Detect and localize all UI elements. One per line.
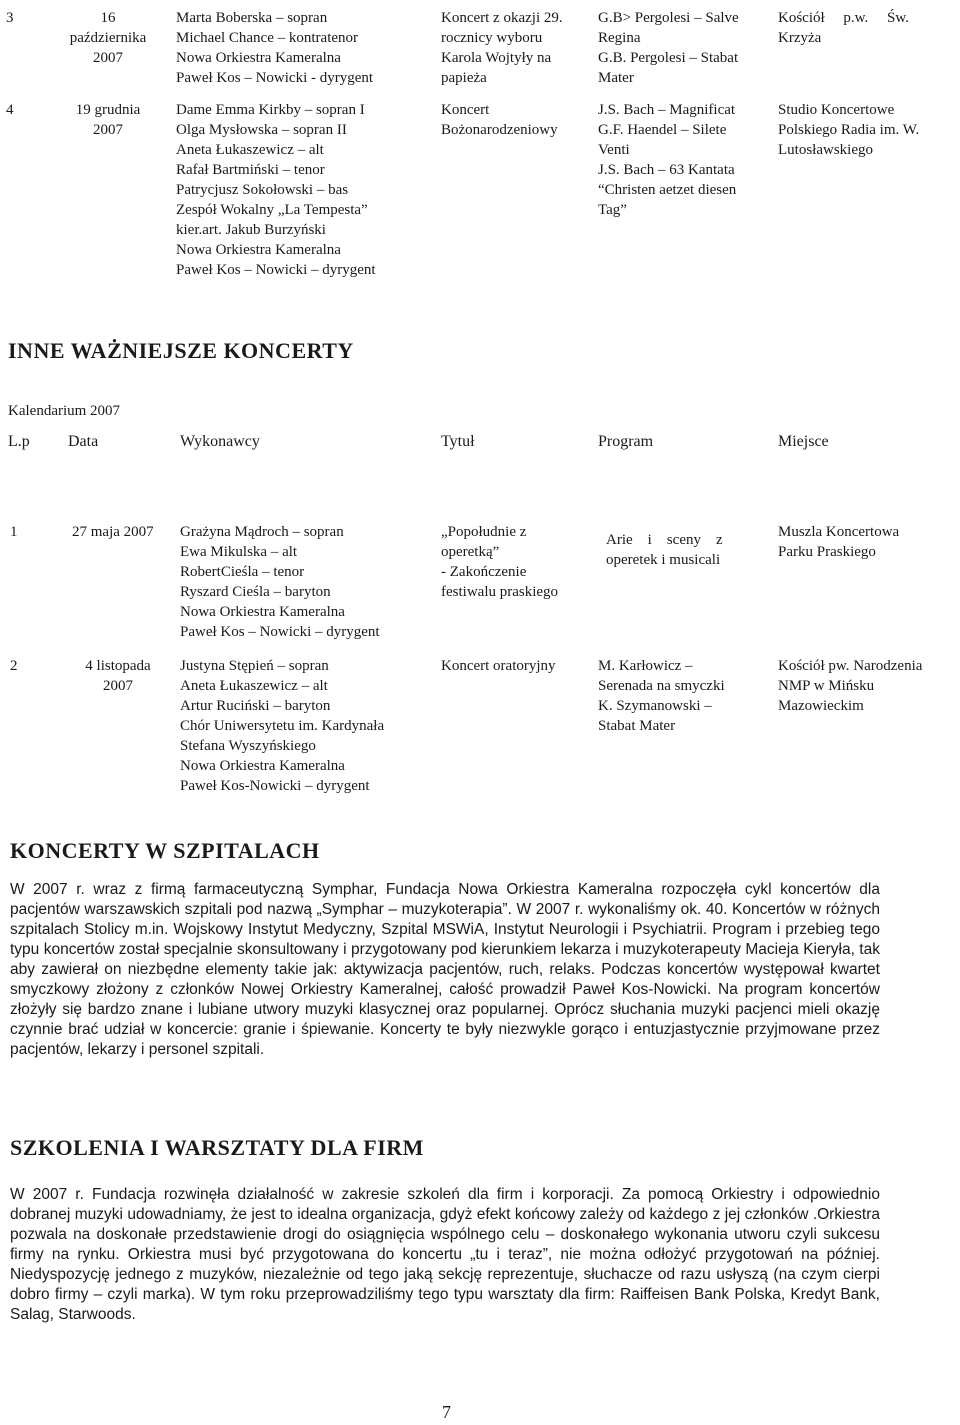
concert-title: Koncert Bożonarodzeniowy: [441, 102, 558, 138]
concert-venue: Studio Koncertowe Polskiego Radia im. W. Lutosławskiego: [778, 102, 920, 158]
header-venue: Miejsce: [778, 433, 829, 450]
header-date: Data: [68, 433, 99, 450]
concert-performers: Justyna Stępień – sopran Aneta Łukaszewicz – alt Artur Ruciński – baryton Chór Uniwersytetu im. Kardynała Stefana Wyszyńskiego Nowa Orkiestra Kameralna Paweł Kos-Nowicki – dyrygent: [180, 658, 385, 794]
concert-title: „Popołudnie z operetką” - Zakończenie festiwalu praskiego: [441, 524, 559, 600]
concert-performers: Dame Emma Kirkby – sopran I Olga Mysłowska – sopran II Aneta Łukaszewicz – alt Rafał Bartmiński – tenor Patrycjusz Sokołowski – bas Zespół Wokalny „La Tempesta” kier.art. Jakub Burzyński Nowa Orkiestra Kameralna Paweł Kos – Nowicki – dyrygent: [176, 102, 376, 278]
page-number: 7: [442, 1402, 451, 1422]
header-title: Tytuł: [441, 433, 475, 450]
concert-venue: Muszla Koncertowa Parku Praskiego: [778, 524, 900, 560]
header-program: Program: [598, 433, 654, 450]
concert-program: G.B> Pergolesi – Salve Regina G.B. Pergolesi – Stabat Mater: [598, 10, 739, 86]
row-number: 1: [10, 524, 18, 540]
section-paragraph: W 2007 r. wraz z firmą farmaceutyczną Symphar, Fundacja Nowa Orkiestra Kameralna rozpoczęła cykl koncertów dla pacjentów warszawskich szpitali pod nazwą „Symphar – muzykoterapia”. W 2007 r. wykonaliśmy ok. 40. Koncertów w różnych szpitalach Stolicy m.in. Wojskowy Instytut Medyczny, Szpital MSWiA, Instytut Neurologii i Psychiatrii. Program i przebieg tego typu koncertów został specjalnie skonsultowany i przygotowany pod kierunkiem lekarza i muzykoterapeuty Macieja Kieryła, tak aby zawierał on niezbędne elementy takie jak: aktywizacja pacjentów, ruch, relaks. Podczas koncertów występował kwartet smyczkowy złożony z członków Nowej Orkiestry Kameralnej, całość prowadził Paweł Kos-Nowicki. Na program koncertów złożyły się bardzo znane i lubiane utwory muzyki klasycznej oraz popularnej. Oprócz słuchania muzyki pacjenci mieli okazję czynnie brać udział w koncercie: granie i śpiewanie. Koncerty te były niezwykle gorąco i entuzjastycznie przyjmowane przez pacjentów, lekarzy i personel szpitali.: [10, 881, 880, 1058]
concert-program: Arie i sceny z operetek i musicali: [606, 532, 723, 568]
concert-venue: Kościół p.w. Św. Krzyża: [778, 10, 909, 46]
concert-date: 27 maja 2007: [72, 524, 154, 540]
section-heading: INNE WAŻNIEJSZE KONCERTY: [8, 338, 354, 363]
concert-performers: Grażyna Mądroch – sopran Ewa Mikulska – alt RobertCieśla – tenor Ryszard Cieśla – baryton Nowa Orkiestra Kameralna Paweł Kos – Nowicki – dyrygent: [180, 524, 380, 640]
concert-title: Koncert oratoryjny: [441, 658, 556, 674]
header-performers: Wykonawcy: [180, 433, 260, 450]
concert-date: 19 grudnia 2007: [75, 102, 141, 138]
concert-performers: Marta Boberska – sopran Michael Chance – kontratenor Nowa Orkiestra Kameralna Paweł Kos – Nowicki - dyrygent: [176, 10, 374, 86]
section-heading: SZKOLENIA I WARSZTATY DLA FIRM: [10, 1135, 424, 1160]
concert-date: 4 listopada 2007: [85, 658, 151, 694]
concert-title: Koncert z okazji 29. rocznicy wyboru Karola Wojtyły na papieża: [441, 10, 563, 86]
calendar-label: Kalendarium 2007: [8, 403, 121, 419]
section-paragraph: W 2007 r. Fundacja rozwinęła działalność w zakresie szkoleń dla firm i korporacji. Za pomocą Orkiestry i odpowiednio dobranej muzyki udowadniamy, że jest to idealna organizacja, gdyż efekt końcowy zależy od każdego z jej członków .Orkiestra pozwala na doskonałe przedstawienie drogi do osiągnięcia wspólnego celu – doskonałego wykonania utworu czyli sukcesu firmy na rynku. Orkiestra musi być przygotowana do koncertu „tu i teraz”, nie można odłożyć przygotowań na później. Niedyspozycję jednego z muzyków, niezależnie od tego jaką sekcję reprezentuje, słuchacze od razu usłyszą (na czym cierpi dobro firmy – czyli marka). W tym roku przeprowadziliśmy tego typu warsztaty dla firm: Raiffeisen Bank Polska, Kredyt Bank, Salag, Starwoods.: [10, 1186, 880, 1323]
header-lp: L.p: [8, 433, 30, 450]
row-number: 2: [10, 658, 18, 674]
concert-date: 16 października 2007: [69, 10, 147, 66]
section-heading: KONCERTY W SZPITALACH: [10, 838, 320, 863]
row-number: 3: [6, 10, 14, 26]
concert-program: M. Karłowicz – Serenada na smyczki K. Szymanowski – Stabat Mater: [598, 658, 725, 734]
concert-venue: Kościół pw. Narodzenia NMP w Mińsku Mazowieckim: [778, 658, 923, 714]
concert-program: J.S. Bach – Magnificat G.F. Haendel – Silete Venti J.S. Bach – 63 Kantata “Christen aetzet diesen Tag”: [598, 102, 737, 218]
row-number: 4: [6, 102, 14, 118]
